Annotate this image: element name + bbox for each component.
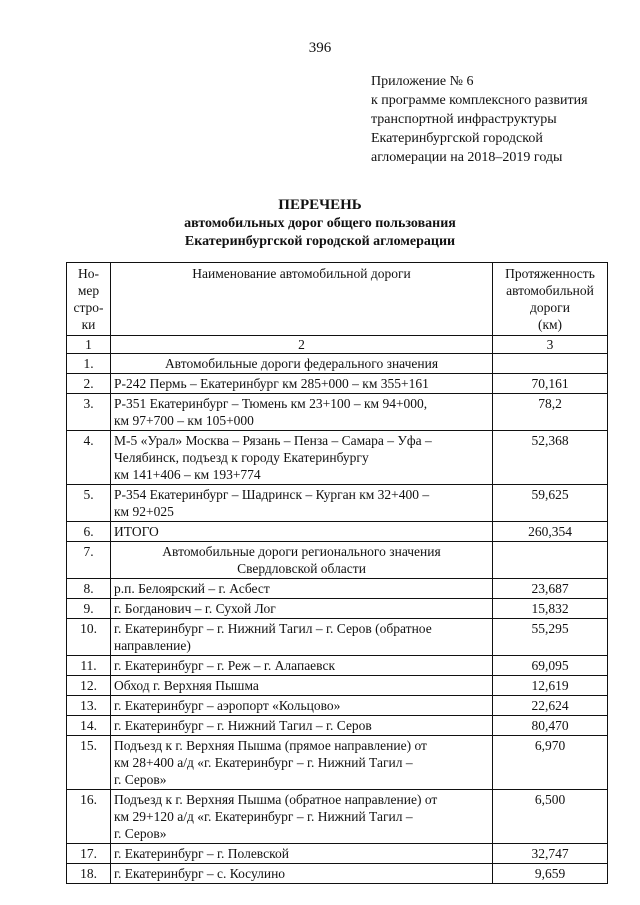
row-number: 3.: [67, 394, 111, 431]
road-name-line: р.п. Белоярский – г. Асбест: [114, 581, 270, 596]
heading-subtitle: Екатеринбургской городской агломерации: [184, 234, 456, 249]
road-name: [111, 485, 493, 522]
road-name-line: г. Богданович – г. Сухой Лог: [114, 601, 276, 616]
row-number: 9.: [67, 599, 111, 619]
table-row: [67, 599, 608, 619]
appendix-line: Приложение № 6: [371, 74, 474, 89]
heading-subtitle: автомобильных дорог общего пользования: [184, 216, 456, 231]
road-name-line: Подъезд к г. Верхняя Пышма (обратное направление) от: [114, 792, 438, 807]
road-name-line: Р-354 Екатеринбург – Шадринск – Курган км 32+400 –: [114, 487, 430, 502]
road-length: 260,354: [493, 522, 608, 542]
road-length: 80,470: [493, 716, 608, 736]
road-name: [111, 394, 493, 431]
column-index: 2: [111, 336, 493, 354]
road-length: 6,500: [493, 790, 608, 844]
appendix-line: транспортной инфраструктуры: [371, 112, 557, 127]
row-number: 17.: [67, 844, 111, 864]
table-header-row: [67, 263, 608, 336]
table-row: [67, 431, 608, 485]
table-row: [67, 374, 608, 394]
road-name-line: г. Серов»: [114, 772, 167, 787]
road-length: [493, 354, 608, 374]
table-row: [67, 844, 608, 864]
row-number: 2.: [67, 374, 111, 394]
road-name-line: Автомобильные дороги регионального значения: [162, 544, 441, 559]
row-number: 7.: [67, 542, 111, 579]
road-name-line: Р-242 Пермь – Екатеринбург км 285+000 – км 355+161: [114, 376, 429, 391]
table-row: [67, 619, 608, 656]
road-name: [111, 864, 493, 884]
road-name: [111, 542, 493, 579]
road-length: 78,2: [493, 394, 608, 431]
road-length: 69,095: [493, 656, 608, 676]
road-name-line: км 92+025: [114, 504, 174, 519]
road-name: [111, 431, 493, 485]
road-length: [493, 542, 608, 579]
roads-table: [66, 262, 608, 884]
column-index: 3: [493, 336, 608, 354]
row-number: 4.: [67, 431, 111, 485]
road-name-line: г. Екатеринбург – г. Нижний Тагил – г. Серов (обратное: [114, 621, 432, 636]
appendix-line: к программе комплексного развития: [371, 93, 588, 108]
table-row: [67, 696, 608, 716]
document-heading: [0, 196, 640, 251]
road-name-line: Обход г. Верхняя Пышма: [114, 678, 259, 693]
table-row: [67, 394, 608, 431]
road-name-line: ИТОГО: [114, 524, 159, 539]
column-index-row: [67, 336, 608, 354]
road-length: 52,368: [493, 431, 608, 485]
road-name-line: г. Екатеринбург – с. Косулино: [114, 866, 286, 881]
road-name: [111, 599, 493, 619]
road-name: [111, 790, 493, 844]
road-name-line: М-5 «Урал» Москва – Рязань – Пенза – Самара – Уфа –: [114, 433, 432, 448]
road-name-line: г. Серов»: [114, 826, 167, 841]
row-number: 10.: [67, 619, 111, 656]
table-row: [67, 790, 608, 844]
column-index: 1: [67, 336, 111, 354]
road-name-line: г. Екатеринбург – г. Полевской: [114, 846, 289, 861]
road-name: [111, 354, 493, 374]
header-road-name: Наименование автомобильной дороги: [111, 263, 493, 336]
appendix-line: агломерации на 2018–2019 годы: [371, 150, 563, 165]
road-length: 15,832: [493, 599, 608, 619]
road-name-line: км 29+120 а/д «г. Екатеринбург – г. Нижний Тагил –: [114, 809, 413, 824]
road-name: [111, 844, 493, 864]
road-name: [111, 619, 493, 656]
row-number: 1.: [67, 354, 111, 374]
road-name: [111, 374, 493, 394]
road-name-line: г. Екатеринбург – г. Реж – г. Алапаевск: [114, 658, 336, 673]
road-name-line: км 28+400 а/д «г. Екатеринбург – г. Нижний Тагил –: [114, 755, 413, 770]
row-number: 14.: [67, 716, 111, 736]
road-length: 32,747: [493, 844, 608, 864]
road-name: [111, 656, 493, 676]
header-row-number: Но- мер стро- ки: [67, 263, 111, 336]
row-number: 18.: [67, 864, 111, 884]
road-name: [111, 676, 493, 696]
road-name-line: Автомобильные дороги федерального значения: [164, 356, 439, 371]
road-name-line: км 97+700 – км 105+000: [114, 413, 254, 428]
road-name: [111, 696, 493, 716]
row-number: 11.: [67, 656, 111, 676]
table-row: [67, 736, 608, 790]
row-number: 13.: [67, 696, 111, 716]
road-name-line: направление): [114, 638, 191, 653]
road-name-line: Челябинск, подъезд к городу Екатеринбургу: [114, 450, 369, 465]
row-number: 15.: [67, 736, 111, 790]
road-length: 6,970: [493, 736, 608, 790]
road-length: 59,625: [493, 485, 608, 522]
row-number: 12.: [67, 676, 111, 696]
table-section-row: [67, 354, 608, 374]
row-number: 5.: [67, 485, 111, 522]
road-name-line: Р-351 Екатеринбург – Тюмень км 23+100 – км 94+000,: [114, 396, 428, 411]
table-row: [67, 676, 608, 696]
road-length: 12,619: [493, 676, 608, 696]
road-name-line: км 141+406 – км 193+774: [114, 467, 261, 482]
table-row: [67, 485, 608, 522]
table-row: [67, 864, 608, 884]
road-name: [111, 579, 493, 599]
table-row: [67, 656, 608, 676]
road-length: 70,161: [493, 374, 608, 394]
road-name-line: г. Екатеринбург – аэропорт «Кольцово»: [114, 698, 341, 713]
road-name: [111, 716, 493, 736]
table-row: [67, 522, 608, 542]
row-number: 16.: [67, 790, 111, 844]
table-section-row: [67, 542, 608, 579]
road-length: 22,624: [493, 696, 608, 716]
road-name: [111, 522, 493, 542]
page-number: 396: [308, 40, 332, 56]
road-name-line: Подъезд к г. Верхняя Пышма (прямое направление) от: [114, 738, 427, 753]
road-name-line: Свердловской области: [237, 561, 366, 576]
road-length: 9,659: [493, 864, 608, 884]
appendix-line: Екатеринбургской городской: [371, 131, 543, 146]
table-row: [67, 579, 608, 599]
header-road-length: Протяженность автомобильной дороги (км): [493, 263, 608, 336]
row-number: 8.: [67, 579, 111, 599]
heading-title: ПЕРЕЧЕНЬ: [278, 197, 362, 213]
appendix-note: [371, 72, 633, 167]
road-name-line: г. Екатеринбург – г. Нижний Тагил – г. Серов: [114, 718, 372, 733]
road-length: 55,295: [493, 619, 608, 656]
table-row: [67, 716, 608, 736]
road-length: 23,687: [493, 579, 608, 599]
row-number: 6.: [67, 522, 111, 542]
road-name: [111, 736, 493, 790]
